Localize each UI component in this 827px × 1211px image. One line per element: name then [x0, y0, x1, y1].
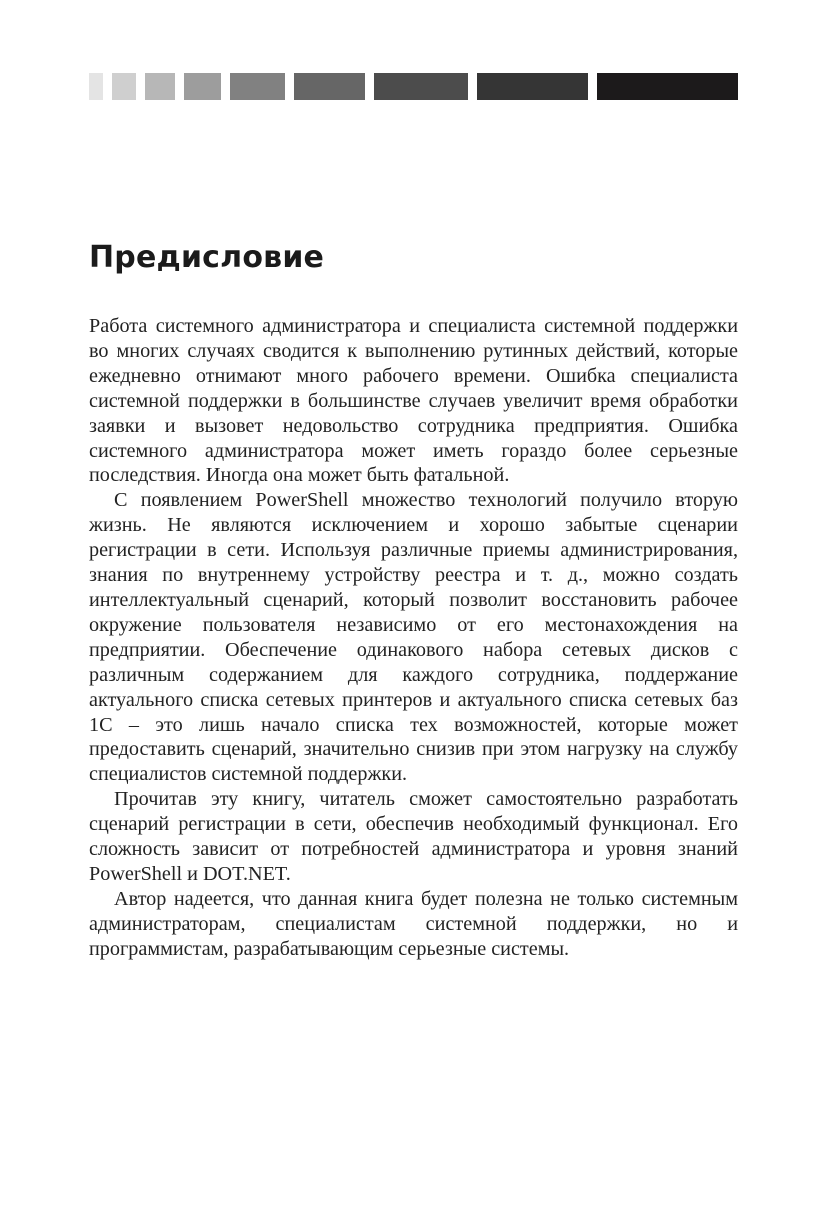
paragraph: С появлением PowerShell множество технологий получило вторую жизнь. Не являются исключением и хорошо забытые сценарии регистрации в сети. Используя различные приемы администрирования, знания по внутреннему устройству реестра и т. д., можно создать интеллектуальный сценарий, который позволит восстановить рабочее окружение пользователя независимо от его местонахождения на предприятии. Обеспечение одинакового набора сетевых дисков с различным содержанием для каждого сотрудника, поддержание актуального списка сетевых принтеров и актуального списка сетевых баз 1С – это лишь начало списка тех возможностей, которые может предоставить сценарий, значительно снизив при этом нагрузку на службу специалистов системной поддержки.: [89, 489, 738, 786]
header-bar-segment: [374, 73, 468, 100]
header-bar-segment: [230, 73, 285, 100]
header-bar-segment: [89, 73, 103, 100]
paragraph: Автор надеется, что данная книга будет полезна не только системным администраторам, специалистам системной поддержки, но и программистам, разрабатывающим серьезные системы.: [89, 887, 738, 960]
chapter-body: [89, 314, 738, 962]
header-bar-segment: [184, 73, 221, 100]
header-bar-segment: [294, 73, 365, 100]
header-bar-segment: [145, 73, 175, 100]
header-bar-segment: [597, 73, 738, 100]
paragraph: Прочитав эту книгу, читатель сможет самостоятельно разработать сценарий регистрации в сети, обеспечив необходимый функционал. Его сложность зависит от потребностей администратора и уровня знаний PowerShell и DOT.NET.: [89, 788, 738, 885]
header-gradient-bar: [89, 73, 738, 100]
paragraph: Работа системного администратора и специалиста системной поддержки во многих случаях сводится к выполнению рутинных действий, которые ежедневно отнимают много рабочего времени. Ошибка специалиста системной поддержки в большинстве случаев увеличит время обработки заявки и вызовет недовольство сотрудника предприятия. Ошибка системного администратора может иметь гораздо более серьезные последствия. Иногда она может быть фатальной.: [89, 315, 738, 487]
header-bar-segment: [112, 73, 136, 100]
chapter-title: Предисловие: [89, 240, 325, 275]
header-bar-segment: [477, 73, 588, 100]
